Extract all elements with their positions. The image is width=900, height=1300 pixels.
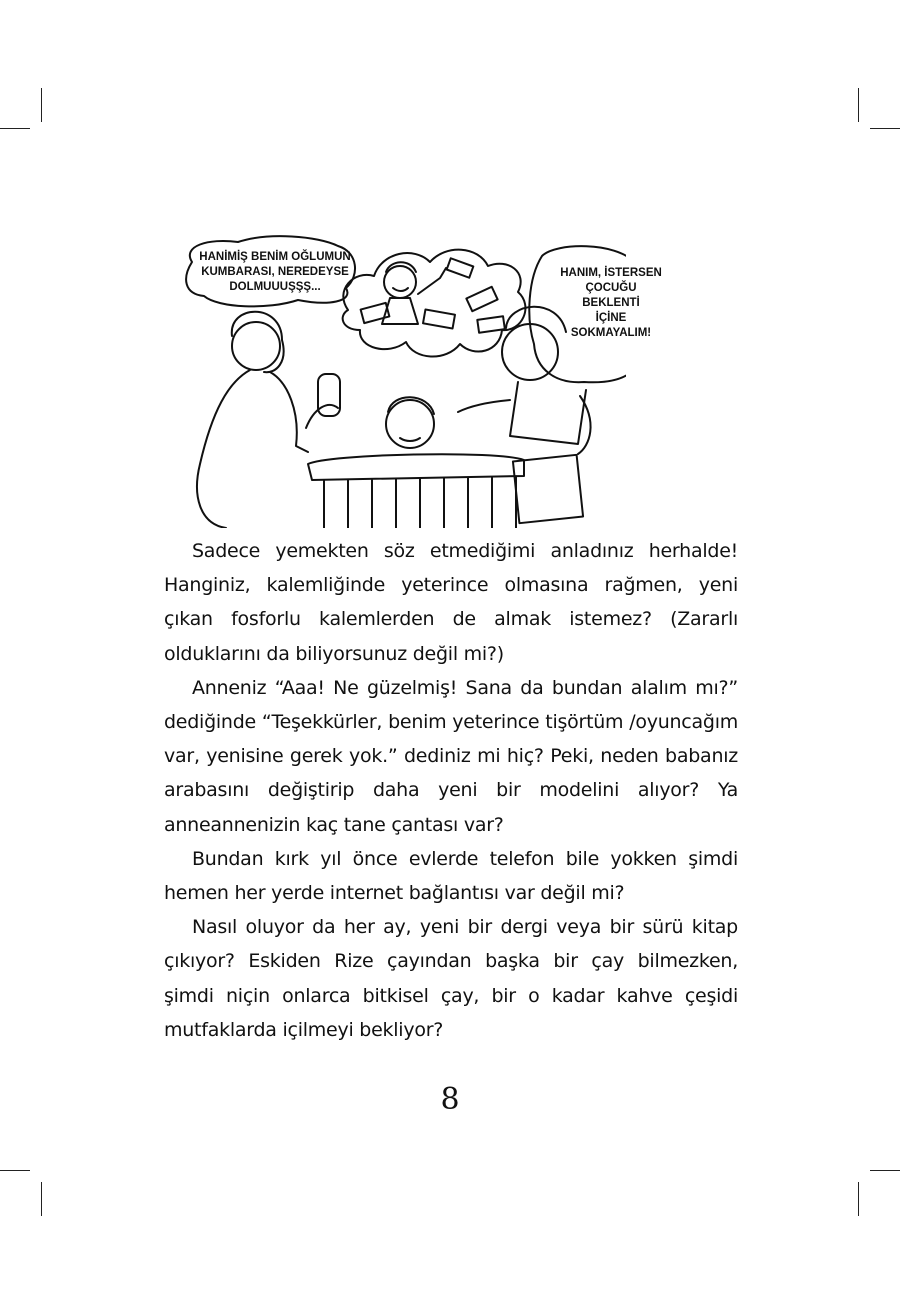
piggy-bank-jar	[318, 374, 340, 416]
woman-head	[232, 322, 280, 370]
crop-mark-top-left-v	[41, 88, 42, 122]
speech-bubble-left-text: HANİMİŞ BENİM OĞLUMUN KUMBARASI, NEREDEYSE DOLMUUUŞŞŞ...	[199, 251, 351, 293]
paragraph-3: Bundan kırk yıl önce evlerde telefon bile yokken şimdi hemen her yerde internet bağlantısı var değil mi?	[164, 847, 738, 905]
crop-mark-bottom-right-h	[870, 1170, 900, 1171]
child-head-in-cloud	[384, 266, 416, 298]
body-text	[164, 534, 738, 1047]
crop-mark-bottom-right-v	[858, 1182, 859, 1216]
crop-mark-top-right-v	[858, 88, 859, 122]
paragraph-2: Anneniz “Aaa! Ne güzelmiş! Sana da bundan alalım mı?” dediğinde “Teşekkürler, benim yeterince tişörtüm /oyuncağım var, yenisine gerek yok.” dediniz mi hiç? Peki, neden babanız arabasını değiştirip daha yeni bir modelini alıyor? Ya anneannenizin kaç tane çantası var?	[164, 676, 738, 836]
thought-cloud	[343, 250, 526, 357]
page-number: 8	[440, 1082, 460, 1117]
crop-mark-top-right-h	[870, 128, 900, 129]
paragraph-1: Sadece yemekten söz etmediğimi anladınız herhalde! Hanginiz, kalemliğinde yeterince olmasına rağmen, yeni çıkan fosforlu kalemlerden de almak istemez? (Zararlı olduklarını da biliyorsunuz değil mi?)	[164, 540, 738, 665]
paragraph-4: Nasıl oluyor da her ay, yeni bir dergi veya bir sürü kitap çıkıyor? Eskiden Rize çayından başka bir çay bilmezken, şimdi niçin onlarca bitkisel çay, bir o kadar kahve çeşidi mutfaklarda içilmeyi bekliyor?	[164, 916, 738, 1041]
man-head	[502, 324, 558, 380]
speech-bubble-right-text: HANIM, İSTERSEN ÇOCUĞU BEKLENTİ İÇİNE SOKMAYALIM!	[560, 267, 662, 339]
crop-mark-bottom-left-v	[41, 1182, 42, 1216]
crop-mark-bottom-left-h	[0, 1170, 30, 1171]
crop-mark-top-left-h	[0, 128, 30, 129]
